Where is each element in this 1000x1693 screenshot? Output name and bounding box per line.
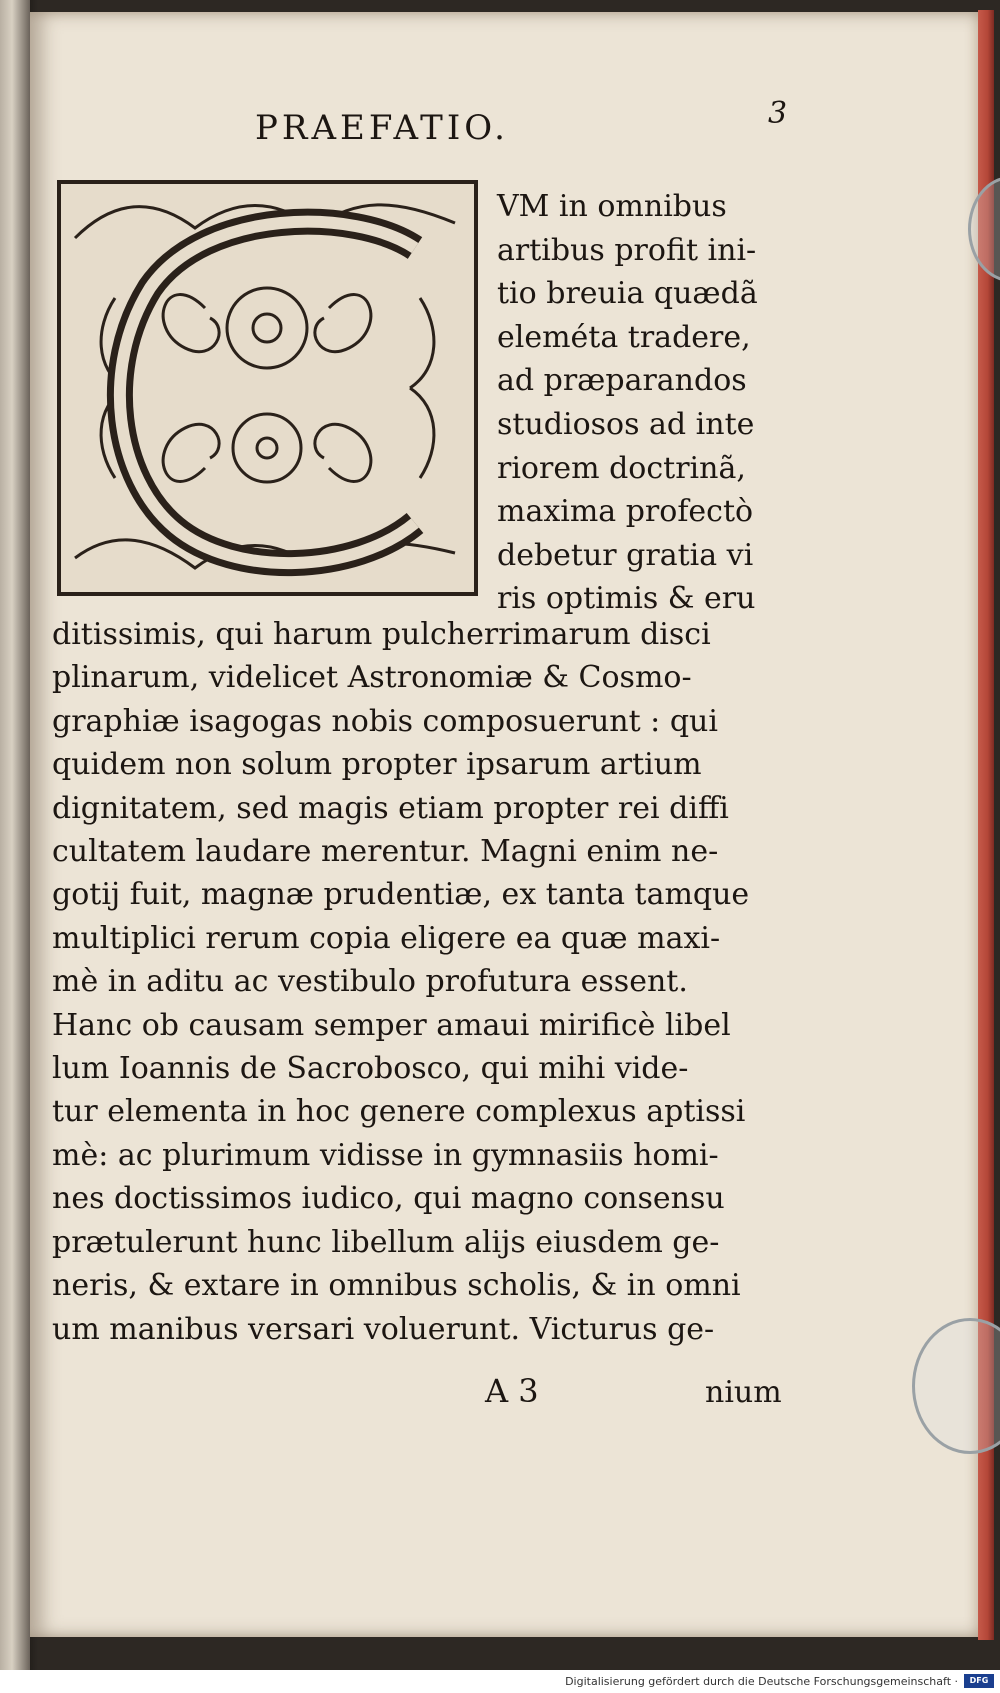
text-line: mè in aditu ac vestibulo profutura essent.: [52, 964, 688, 1000]
text-line: multiplici rerum copia eligere ea quæ maxi-: [52, 920, 721, 956]
digitization-footer: [0, 1670, 1000, 1693]
text-line: studiosos ad inte: [497, 406, 755, 442]
catchword: nium: [705, 1375, 782, 1410]
text-line: Hanc ob causam semper amaui mirificè libel: [52, 1007, 731, 1043]
text-line: neris, & extare in omnibus scholis, & in omni: [52, 1268, 741, 1304]
text-line: VM in omnibus: [497, 189, 727, 224]
folio-number: 3: [768, 96, 788, 131]
text-line: tio breuia quædã: [497, 276, 758, 312]
first-lines-block: [497, 185, 758, 621]
text-line: gotij fuit, magnæ prudentiæ, ex tanta tamque: [52, 877, 750, 913]
text-line: maxima profectò: [497, 494, 754, 530]
text-line: quidem non solum propter ipsarum artium: [52, 747, 702, 783]
text-line: artibus profit ini-: [497, 232, 757, 268]
text-line: mè: ac plurimum vidisse in gymnasiis homi-: [52, 1137, 719, 1173]
dfg-logo: DFG: [964, 1674, 994, 1688]
signature-mark: A 3: [485, 1372, 539, 1410]
text-line: um manibus versari voluerunt. Victurus ge-: [52, 1311, 715, 1347]
text-line: ditissimis, qui harum pulcherrimarum disci: [52, 617, 711, 652]
text-line: lum Ioannis de Sacrobosco, qui mihi vide-: [52, 1051, 689, 1087]
text-line: ad præparandos: [497, 363, 747, 399]
footer-credit: Digitalisierung gefördert durch die Deutsche Forschungsgemeinschaft ·: [565, 1675, 958, 1688]
text-line: graphiæ isagogas nobis composuerunt : qui: [52, 703, 718, 739]
text-line: riorem doctrinã,: [497, 450, 746, 486]
text-line: ris optimis & eru: [497, 581, 756, 617]
text-line: plinarum, videlicet Astronomiæ & Cosmo-: [52, 660, 692, 696]
text-line: debetur gratia vi: [497, 537, 754, 573]
decorated-initial-c: [55, 178, 480, 598]
text-line: tur elementa in hoc genere complexus aptissi: [52, 1094, 746, 1130]
text-line: cultatem laudare merentur. Magni enim ne-: [52, 834, 719, 870]
text-line: nes doctissimos iudico, qui magno consensu: [52, 1181, 725, 1217]
text-line: prætulerunt hunc libellum alijs eiusdem ge-: [52, 1224, 720, 1260]
facing-page-edge: [0, 0, 30, 1693]
text-line: dignitatem, sed magis etiam propter rei diffi: [52, 790, 729, 826]
running-head: PRAEFATIO.: [255, 108, 509, 148]
body-text-block: [52, 613, 749, 1351]
text-line: eleméta tradere,: [497, 319, 751, 355]
